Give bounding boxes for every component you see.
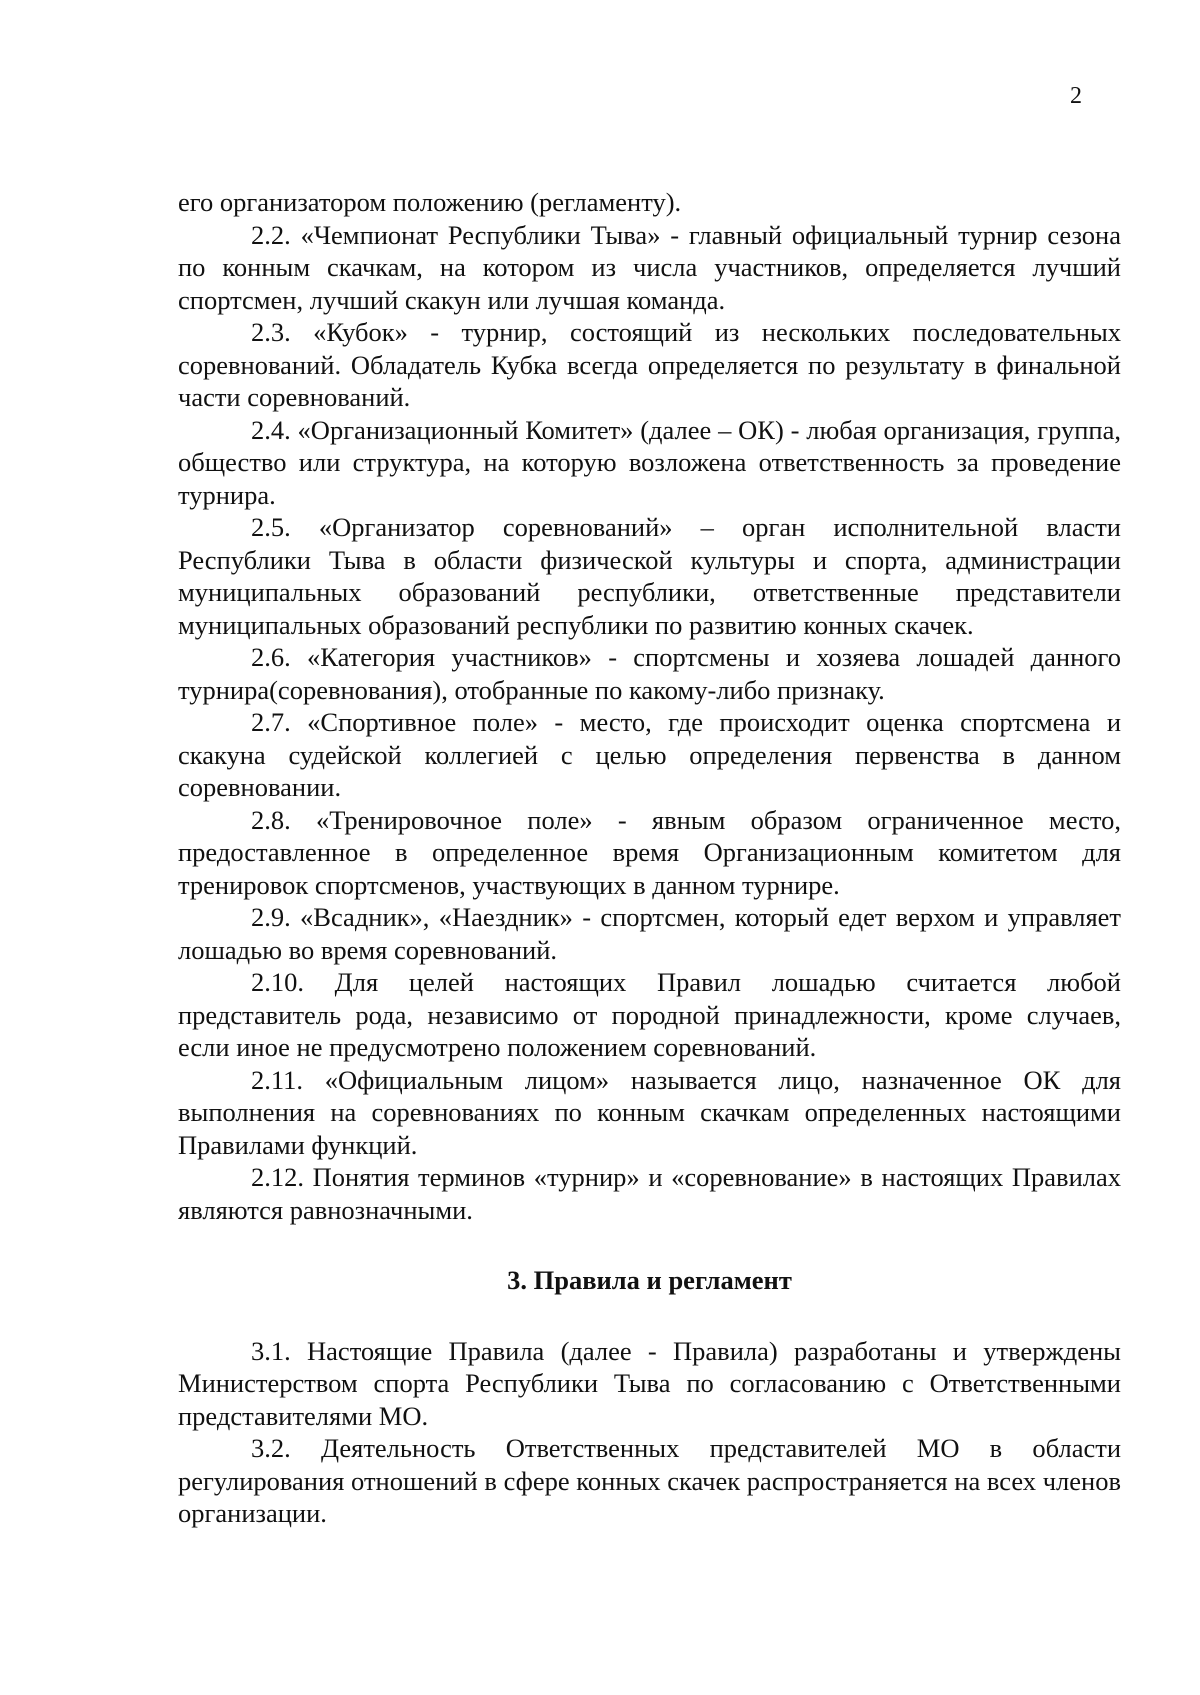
paragraph-2-3: 2.3. «Кубок» - турнир, состоящий из нескольких последовательных соревнований. Обладатель Кубка всегда определяется по результату в финальной части соревнований.: [178, 317, 1121, 412]
paragraph-2-6: 2.6. «Категория участников» - спортсмены и хозяева лошадей данного турнира(соревнования), отобранные по какому-либо признаку.: [178, 642, 1121, 705]
section-3-heading: 3. Правила и регламент: [507, 1265, 792, 1295]
paragraph-2-10: 2.10. Для целей настоящих Правил лошадью считается любой представитель рода, независимо от породной принадлежности, кроме случаев, если иное не предусмотрено положением соревнований.: [178, 967, 1121, 1062]
paragraph-2-2: 2.2. «Чемпионат Республики Тыва» - главный официальный турнир сезона по конным скачкам, на котором из числа участников, определяется лучший спортсмен, лучший скакун или лучшая команда.: [178, 219, 1121, 315]
paragraph-3-2: 3.2. Деятельность Ответственных представителей МО в области регулирования отношений в сфере конных скачек распространяется на всех членов организации.: [178, 1433, 1121, 1528]
page-number: 2: [1070, 83, 1082, 109]
paragraph-2-7: 2.7. «Спортивное поле» - место, где происходит оценка спортсмена и скакуна судейской коллегией с целью определения первенства в данном соревновании.: [178, 707, 1121, 802]
paragraph-2-11: 2.11. «Официальным лицом» называется лицо, назначенное ОК для выполнения на соревнованиях по конным скачкам определенных настоящими Правилами функций.: [178, 1064, 1121, 1160]
paragraph-2-12: 2.12. Понятия терминов «турнир» и «соревнование» в настоящих Правилах являются равнозначными.: [178, 1162, 1121, 1225]
document-body: [178, 186, 1121, 1530]
paragraph-2-8: 2.8. «Тренировочное поле» - явным образом ограниченное место, предоставленное в определенное время Организационным комитетом для тренировок спортсменов, участвующих в данном турнире.: [178, 804, 1121, 900]
paragraph-continuation: его организатором положению (регламенту).: [178, 187, 682, 217]
paragraph-2-9: 2.9. «Всадник», «Наездник» - спортсмен, который едет верхом и управляет лошадью во время соревнований.: [178, 902, 1121, 965]
paragraph-2-5: 2.5. «Организатор соревнований» – орган исполнительной власти Республики Тыва в области физической культуры и спорта, администрации муниципальных образований республики, ответственные представители муниципальных образований республики по развитию конных скачек.: [178, 512, 1121, 640]
paragraph-3-1: 3.1. Настоящие Правила (далее - Правила) разработаны и утверждены Министерством спорта Республики Тыва по согласованию с Ответственными представителями МО.: [178, 1335, 1121, 1431]
paragraph-2-4: 2.4. «Организационный Комитет» (далее – ОК) - любая организация, группа, общество или структура, на которую возложена ответственность за проведение турнира.: [178, 414, 1121, 510]
